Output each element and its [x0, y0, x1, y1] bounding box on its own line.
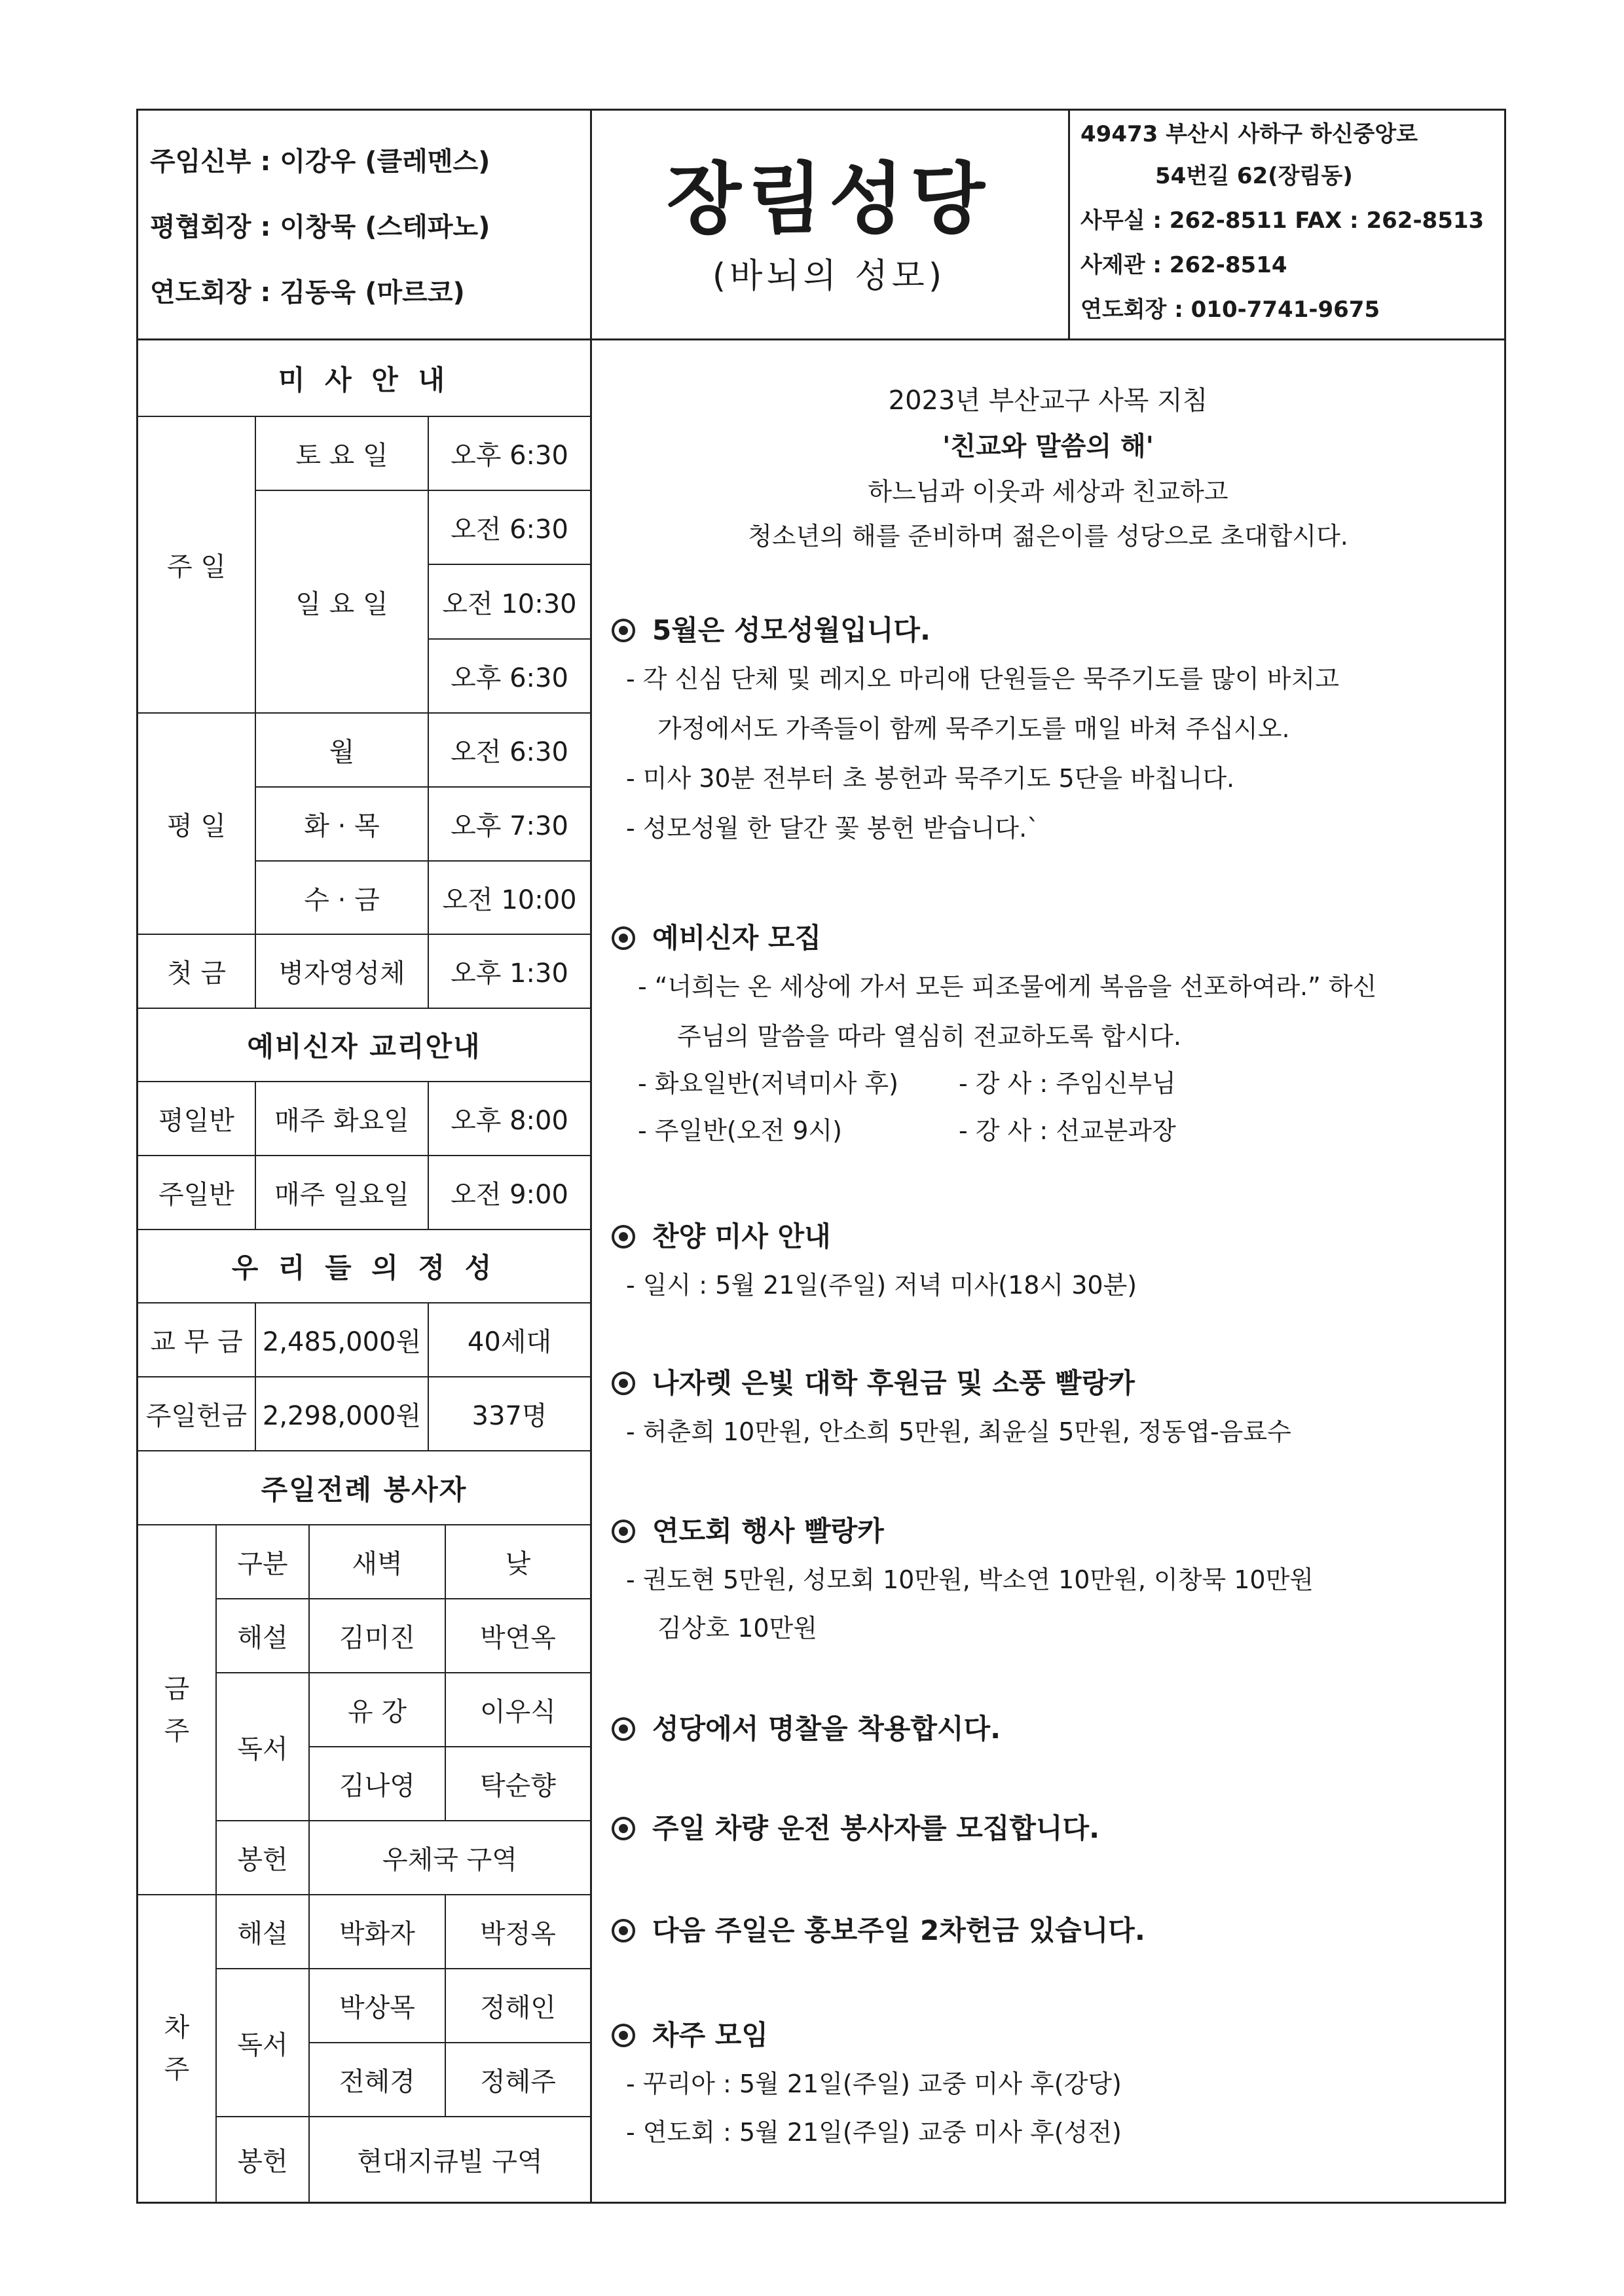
address-line-2: 54번길 62(장림동): [1155, 163, 1353, 189]
office-phone: 사무실 : 262-8511 FAX : 262-8513: [1080, 208, 1485, 234]
rectory-phone: 사제관 : 262-8514: [1080, 252, 1287, 278]
notice-1-line-1: - 각 신심 단체 및 레지오 마리애 단원들은 묵주기도를 많이 바치고: [626, 665, 1339, 693]
next-week-char-1: 차: [164, 2013, 190, 2043]
col-kind: 구분: [217, 1525, 310, 1599]
tw-reader2-dawn: 김나영: [310, 1747, 446, 1821]
wed-fri-label: 수 · 금: [256, 862, 429, 935]
nw-reader2-day: 정혜주: [446, 2043, 590, 2117]
sunday-class-day: 매주 일요일: [256, 1156, 429, 1230]
notice-1-line-3: - 미사 30분 전부터 초 봉헌과 묵주기도 5단을 바칩니다.: [626, 764, 1235, 793]
catechumen-section-title: 예비신자 교리안내: [138, 1009, 590, 1082]
notice-2-line-3a: - 화요일반(저녁미사 후): [638, 1069, 898, 1098]
sunday-time-2: 오전 10:30: [429, 565, 590, 640]
notice-9-line-1: - 꾸리아 : 5월 21일(주일) 교중 미사 후(강당): [626, 2069, 1122, 2098]
bullet-icon: [612, 1717, 635, 1741]
notice-4-title: 나자렛 은빛 대학 후원금 및 소풍 빨랑카: [612, 1362, 1135, 1401]
nw-reader2-dawn: 전혜경: [310, 2043, 446, 2117]
col-day: 낮: [446, 1525, 590, 1599]
bullet-icon: [612, 619, 635, 642]
notice-1-title: 5월은 성모성월입니다.: [612, 609, 931, 648]
nw-offering-group: 현대지큐빌 구역: [357, 2147, 543, 2177]
theme-line-1: 하느님과 이웃과 세상과 친교하고: [868, 477, 1228, 506]
bullet-icon: [612, 2024, 635, 2047]
sunday-offering-label: 주일헌금: [138, 1377, 256, 1451]
bullet-icon: [612, 926, 635, 950]
parish-due-amount: 2,485,000원: [256, 1303, 429, 1377]
first-friday-label: 첫 금: [138, 935, 256, 1009]
next-week-char-2: 주: [164, 2054, 190, 2085]
tw-commentary-label: 해설: [217, 1599, 310, 1673]
bullet-icon: [612, 1225, 635, 1248]
bullet-icon: [612, 1817, 635, 1840]
header-contact: [1070, 111, 1504, 338]
address-line-1: 49473 부산시 사하구 하신중앙로: [1080, 121, 1418, 147]
sunday-label: 주 일: [138, 417, 256, 714]
tue-thu-time: 오후 7:30: [429, 788, 590, 862]
tw-offering-group: 우체국 구역: [310, 1821, 590, 1895]
theme-line-2: 청소년의 해를 준비하며 젊은이를 성당으로 초대합시다.: [748, 522, 1348, 551]
sunday-time-3: 오후 6:30: [429, 640, 590, 714]
sunday-day-label: 일 요 일: [256, 491, 429, 714]
saturday-label: 토 요 일: [256, 417, 429, 491]
offering-section-title: 우 리 들 의 정 성: [138, 1230, 590, 1303]
nw-reader1-dawn: 박상목: [310, 1969, 446, 2043]
parish-due-count: 40세대: [429, 1303, 590, 1377]
parish-title: 장림성당: [667, 154, 991, 244]
parish-subtitle: (바뇌의 성모): [712, 257, 946, 296]
notice-7-title: 주일 차량 운전 봉사자를 모집합니다.: [612, 1807, 1099, 1846]
notice-1-line-4: - 성모성월 한 달간 꽃 봉헌 받습니다.`: [626, 814, 1040, 843]
tw-reader1-day: 이우식: [446, 1673, 590, 1747]
bullet-icon: [612, 1372, 635, 1395]
senior-president: 연도회장 : 김동욱 (마르코): [150, 278, 465, 308]
sunday-class-label: 주일반: [138, 1156, 256, 1230]
notice-2-title: 예비신자 모집: [612, 917, 821, 956]
this-week-label: [138, 1525, 217, 1895]
bullet-icon: [612, 1520, 635, 1543]
this-week-char-1: 금: [164, 1673, 190, 1704]
wed-fri-time: 오전 10:00: [429, 862, 590, 935]
tw-reader2-day: 탁순향: [446, 1747, 590, 1821]
notice-2-line-2: 주님의 말씀을 따라 열심히 전교하도록 합시다.: [677, 1022, 1181, 1051]
monday-time: 오전 6:30: [429, 714, 590, 788]
weekday-class-day: 매주 화요일: [256, 1082, 429, 1156]
header-title-box: [590, 111, 1070, 338]
tw-offering-label: 봉헌: [217, 1821, 310, 1895]
this-week-char-2: 주: [164, 1715, 190, 1746]
nw-reader1-day: 정해인: [446, 1969, 590, 2043]
tw-commentary-day: 박연옥: [446, 1599, 590, 1673]
tw-commentary-dawn: 김미진: [310, 1599, 446, 1673]
sunday-offering-amount: 2,298,000원: [256, 1377, 429, 1451]
notice-2-line-1: - “너희는 온 세상에 가서 모든 피조물에게 복음을 선포하여라.” 하신: [638, 972, 1377, 1001]
notices-panel: [592, 340, 1504, 2202]
bulletin-header: [138, 111, 1504, 340]
notice-9-title: 차주 모임: [612, 2014, 768, 2053]
monday-label: 월: [256, 714, 429, 788]
nw-commentary-dawn: 박화자: [310, 1895, 446, 1969]
bullet-icon: [612, 1919, 635, 1942]
parish-due-label: 교 무 금: [138, 1303, 256, 1377]
first-friday-communion: 병자영성체: [256, 935, 429, 1009]
diocese-guideline-title: 2023년 부산교구 사목 지침: [888, 386, 1208, 416]
servers-section-title: 주일전례 봉사자: [138, 1451, 590, 1525]
weekday-label: 평 일: [138, 714, 256, 935]
notice-2-line-4a: - 주일반(오전 9시): [638, 1116, 842, 1145]
notice-4-line-1: - 허춘희 10만원, 안소희 5만원, 최윤실 5만원, 정동엽-음료수: [626, 1417, 1291, 1446]
col-dawn: 새벽: [310, 1525, 446, 1599]
weekday-class-label: 평일반: [138, 1082, 256, 1156]
nw-commentary-label: 해설: [217, 1895, 310, 1969]
notice-6-title: 성당에서 명찰을 착용합시다.: [612, 1707, 1001, 1747]
senior-president-phone: 연도회장 : 010-7741-9675: [1080, 297, 1380, 323]
nw-commentary-day: 박정옥: [446, 1895, 590, 1969]
notice-2-line-3b: - 강 사 : 주임신부님: [959, 1069, 1176, 1098]
tw-reader1-dawn: 유 강: [310, 1673, 446, 1747]
saturday-time: 오후 6:30: [429, 417, 590, 491]
next-week-label: [138, 1895, 217, 2202]
pastor-name: 주임신부 : 이강우 (클레멘스): [150, 147, 490, 177]
first-friday-time: 오후 1:30: [429, 935, 590, 1009]
schedule-table: [138, 340, 592, 2202]
tue-thu-label: 화 · 목: [256, 788, 429, 862]
notice-9-line-2: - 연도회 : 5월 21일(주일) 교중 미사 후(성전): [626, 2118, 1122, 2147]
council-president: 평협회장 : 이창묵 (스테파노): [150, 212, 490, 242]
sunday-offering-count: 337명: [429, 1377, 590, 1451]
notice-1-line-2: 가정에서도 가족들이 함께 묵주기도를 매일 바쳐 주십시오.: [657, 714, 1290, 743]
tw-reader-label: 독서: [217, 1673, 310, 1821]
year-theme: '친교와 말씀의 해': [942, 431, 1154, 462]
notice-5-title: 연도회 행사 빨랑카: [612, 1510, 884, 1549]
notice-5-line-1: - 권도현 5만원, 성모회 10만원, 박소연 10만원, 이창묵 10만원: [626, 1565, 1314, 1594]
notice-8-title: 다음 주일은 홍보주일 2차헌금 있습니다.: [612, 1909, 1145, 1948]
nw-offering-label: 봉헌: [217, 2117, 310, 2202]
bulletin-frame: [136, 109, 1506, 2204]
notice-3-line-1: - 일시 : 5월 21일(주일) 저녁 미사(18시 30분): [626, 1271, 1137, 1300]
sunday-class-time: 오전 9:00: [429, 1156, 590, 1230]
mass-section-title: 미 사 안 내: [138, 340, 590, 417]
header-officers: [138, 111, 592, 338]
notice-5-line-2: 김상호 10만원: [657, 1614, 817, 1643]
nw-reader-label: 독서: [217, 1969, 310, 2117]
notice-2-line-4b: - 강 사 : 선교분과장: [959, 1116, 1176, 1145]
notice-3-title: 찬양 미사 안내: [612, 1215, 831, 1254]
weekday-class-time: 오후 8:00: [429, 1082, 590, 1156]
sunday-time-1: 오전 6:30: [429, 491, 590, 565]
